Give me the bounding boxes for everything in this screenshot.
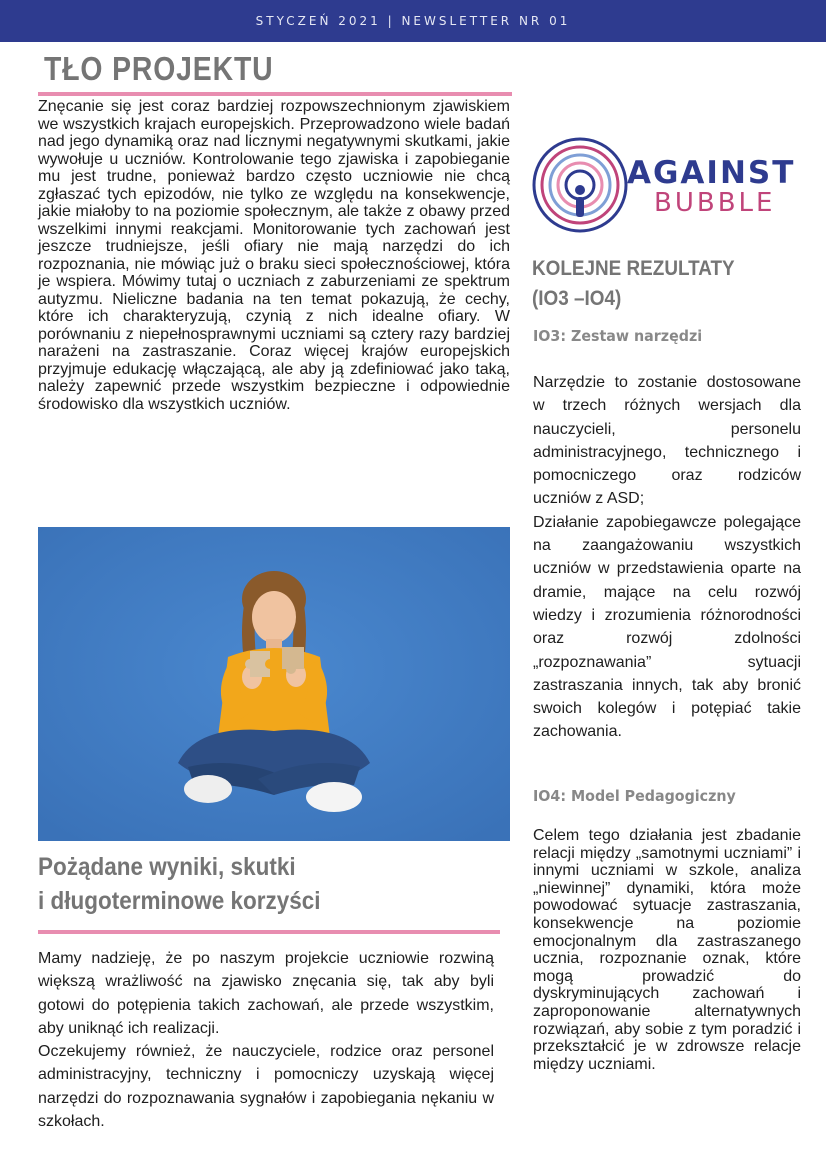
logo-graphic <box>530 135 805 235</box>
outcomes-title-line1: Pożądane wyniki, skutki <box>38 853 296 881</box>
logo-word-bubble: BUBBLE <box>654 188 776 218</box>
newsletter-banner <box>0 0 826 42</box>
io3-paragraph-2: Działanie zapobiegawcze polegające na zaangażowaniu wszystkich uczniów w przedstawienia oparte na dramie, mające na celu rozwój wiedzy i zrozumienia różnorodności oraz rozwój zdolności „rozpoznawania” sytuacji zastraszania innych, tak aby bronić swoich kolegów i potępiać takie zachowania. <box>533 513 801 741</box>
io3-text <box>533 371 801 744</box>
results-title-line1: KOLEJNE REZULTATY <box>532 257 735 280</box>
logo-word-against: AGAINST <box>627 155 796 191</box>
against-bubble-logo <box>530 135 805 235</box>
outcomes-underline <box>38 930 500 934</box>
results-title-line2: (IO3 –IO4) <box>532 287 622 310</box>
photo-illustration <box>38 527 510 841</box>
section-title-results <box>532 254 735 314</box>
photo-girl-with-puzzle <box>38 527 510 841</box>
io3-title: IO3: Zestaw narzędzi <box>533 327 703 345</box>
intro-paragraph: Znęcanie się jest coraz bardziej rozpowszechnionym zjawiskiem we wszystkich krajach europejskich. Przeprowadzono wiele badań nad jego dynamiką oraz nad licznymi negatywnymi skutkami, jakie wywołuje u uczniów. Kontrolowanie tego zjawiska i zapobieganie mu jest trudne, ponieważ bardzo często uczniowie nie chcą zgłaszać tych epizodów, nie tylko ze względu na konsekwencje, jakie miałoby to na poziomie społecznym, ale także z obawy przed wszelkimi innymi reakcjami. Monitorowanie tych zachowań jest jeszcze trudniejsze, jeśli ofiary nie mają narzędzi do ich rozpoznania, nie mówiąc już o braku sieci społecznościowej, która je wspiera. Mówimy tutaj o uczniach z zaburzeniami ze spektrum autyzmu. Nieliczne badania na ten temat pokazują, że cechy, które ich charakteryzują, czynią z nich idealne ofiary. W porównaniu z niepełnosprawnymi uczniami są cztery razy bardziej narażeni na zastraszanie. Coraz więcej krajów europejskich przyjmuje edukację włączającą, ale aby ją zdefiniować jako taką, należy zapewnić przede wszystkim bezpieczne i odpowiednie środowisko dla wszystkich uczniów. <box>38 98 510 413</box>
io4-text: Celem tego działania jest zbadanie relacji między „samotnymi uczniami” i innymi uczniami w szkole, analiza „niewinnej” dynamiki, która może powodować sytuacje zastraszania, konsekwencje na poziomie emocjonalnym dla zastraszanego ucznia, rozpoznanie oznak, które mogą prowadzić do dyskryminujących zachowań i zaproponowanie alternatywnych rozwiązań, aby sobie z tym poradzić i przekształcić je w zdrowsze relacje między uczniami. <box>533 827 801 1073</box>
section-title-background: TŁO PROJEKTU <box>44 50 274 87</box>
outcomes-paragraph-2: Oczekujemy również, że nauczyciele, rodzice oraz personel administracyjny, techniczny i pomocniczy uzyskają więcej narzędzi do rozpoznawania sygnałów i zapobiegania nękaniu w szkołach. <box>38 1043 494 1131</box>
outcomes-paragraph-1: Mamy nadzieję, że po naszym projekcie uczniowie rozwiną większą wrażliwość na zjawisko znęcania się, tak aby byli gotowi do potępienia takich zachowań, ale przede wszystkim, aby uniknąć ich realizacji. <box>38 950 494 1037</box>
io3-paragraph-1: Narzędzie to zostanie dostosowane w trzech różnych wersjach dla nauczycieli, personelu administracyjnego, technicznego i pomocniczego oraz rodziców uczniów z ASD; <box>533 374 801 508</box>
section-title-outcomes <box>38 850 321 918</box>
outcomes-text <box>38 947 494 1133</box>
io4-title: IO4: Model Pedagogiczny <box>533 787 736 805</box>
title-underline <box>38 92 512 96</box>
banner-text: STYCZEŃ 2021 | NEWSLETTER NR 01 <box>255 14 571 28</box>
outcomes-title-line2: i długoterminowe korzyści <box>38 887 321 915</box>
